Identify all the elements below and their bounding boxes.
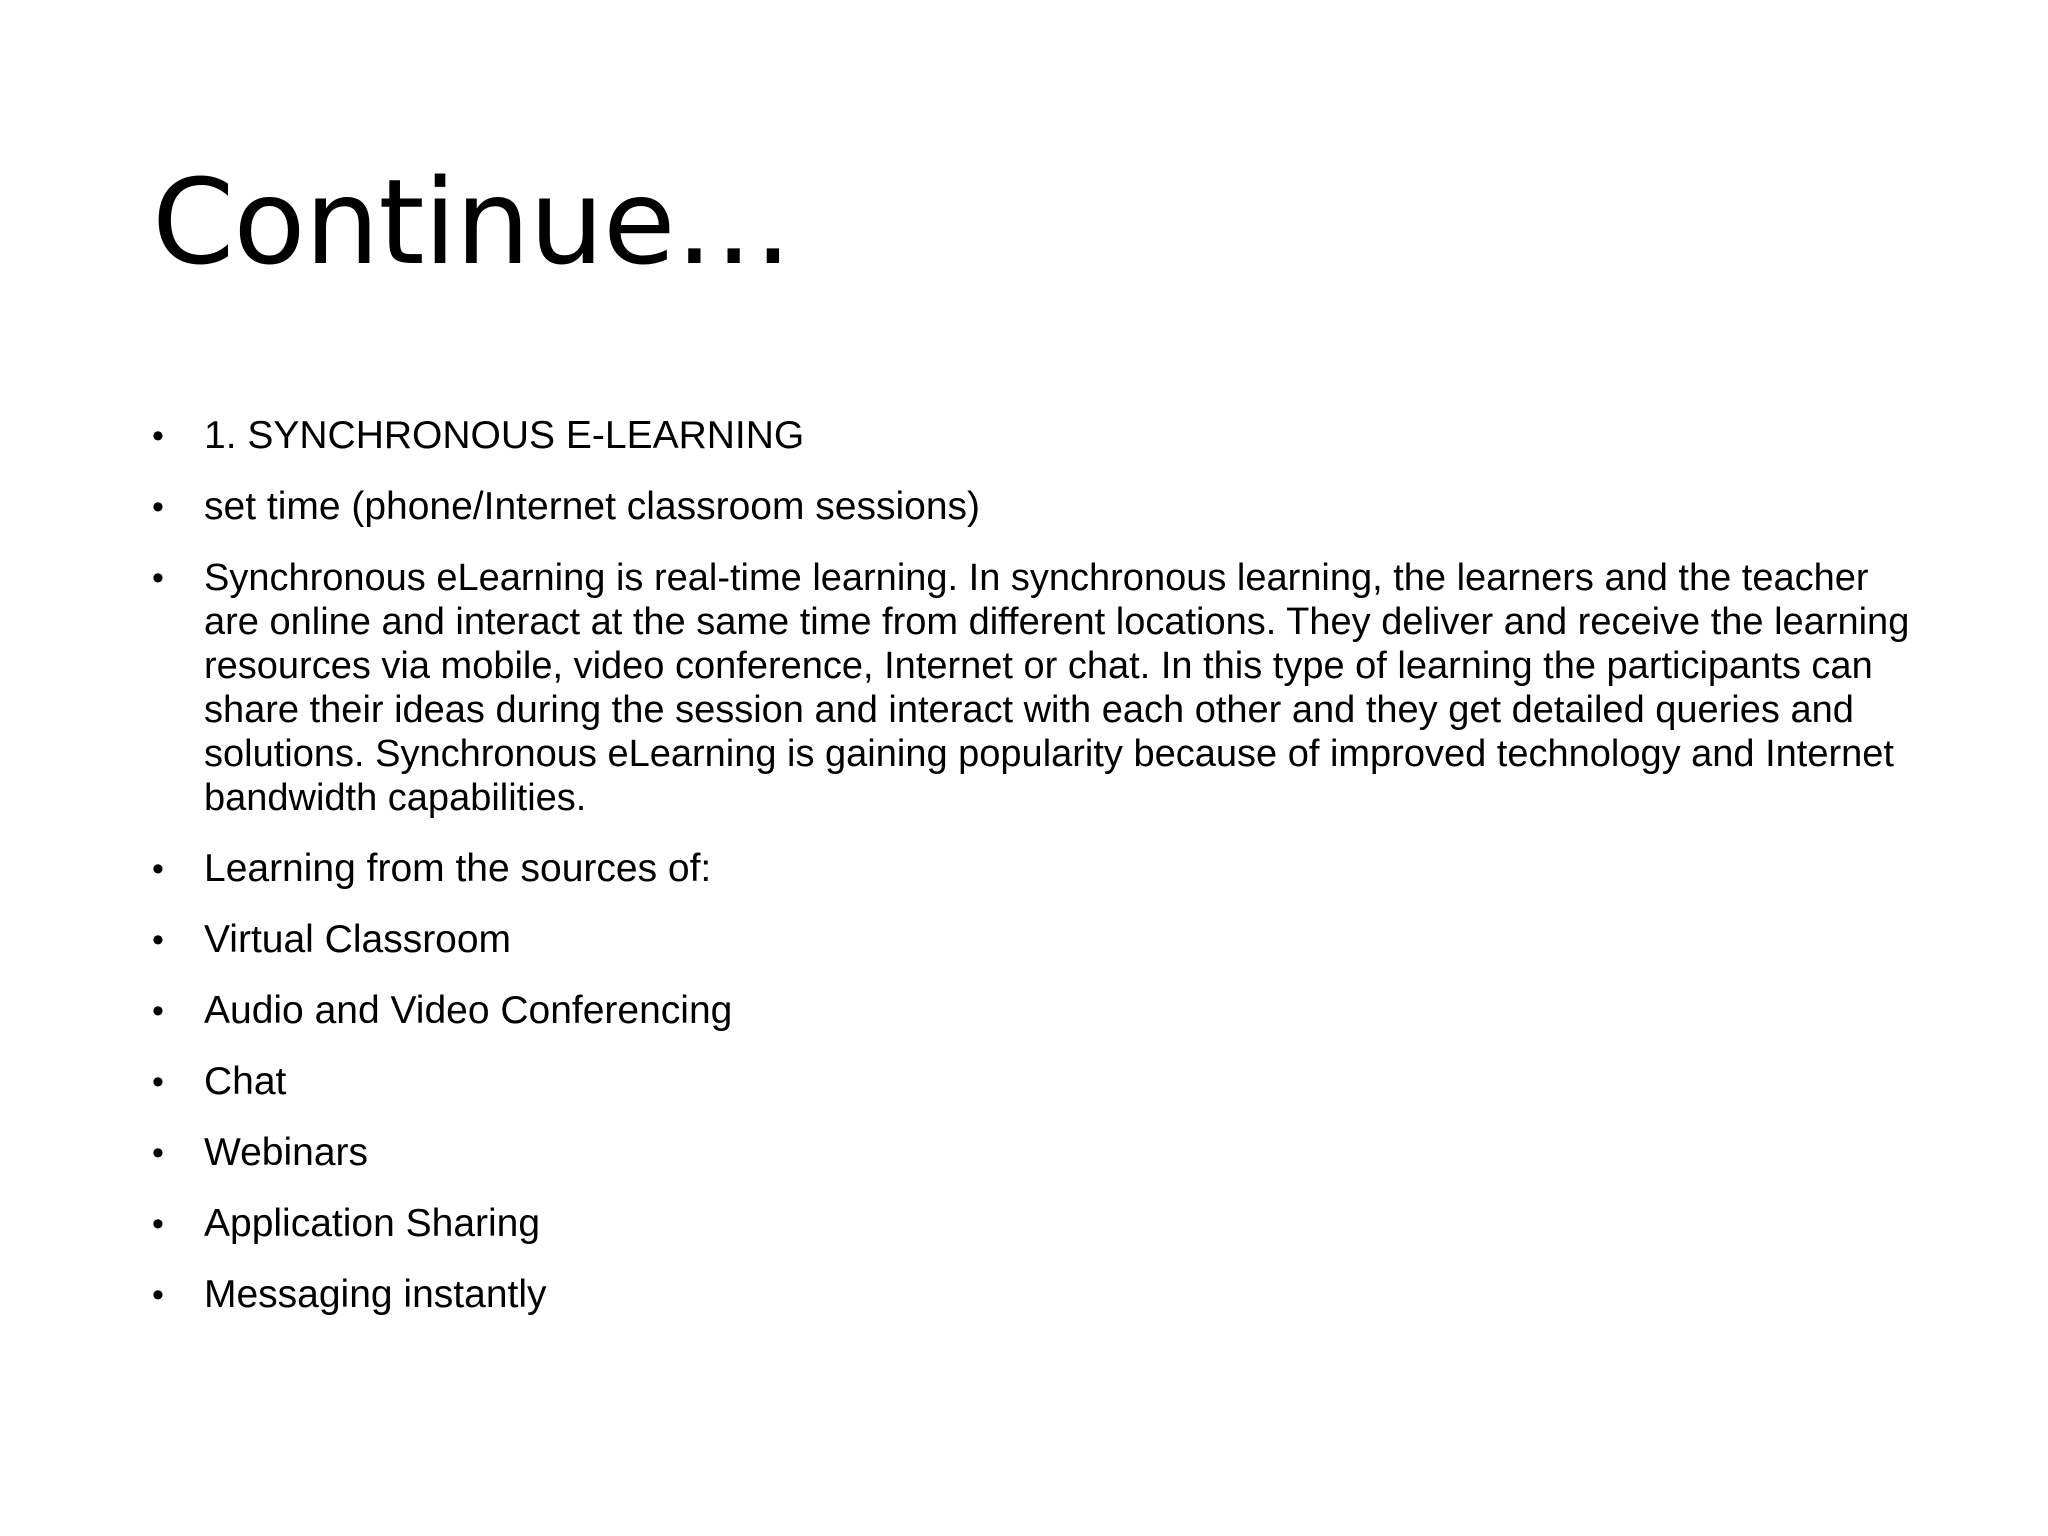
bullet-text: Synchronous eLearning is real-time learning. In synchronous learning, the learners and the teacher are online and interact at the same time from different locations. They deliver and receive the learning resources via mobile, video conference, Internet or chat. In this type of learning the participants can share their ideas during the session and interact with each other and they get detailed queries and solutions. Synchronous eLearning is gaining popularity because of improved technology and Internet bandwidth capabilities.	[204, 557, 1910, 819]
bullet-text: Audio and Video Conferencing	[204, 989, 733, 1032]
bullet-icon: •	[152, 417, 164, 455]
bullet-item	[152, 1060, 1922, 1104]
bullet-icon: •	[152, 992, 164, 1030]
slide-title: Continue…	[152, 153, 792, 291]
bullet-text: Application Sharing	[204, 1202, 541, 1245]
bullet-item	[152, 485, 1922, 529]
bullet-icon: •	[152, 1134, 164, 1172]
bullet-item	[152, 414, 1922, 458]
bullet-list	[152, 414, 1922, 1344]
bullet-item	[152, 847, 1922, 891]
bullet-icon: •	[152, 850, 164, 888]
bullet-text: Learning from the sources of:	[204, 847, 712, 890]
bullet-text: Webinars	[204, 1131, 369, 1174]
bullet-item	[152, 556, 1922, 820]
bullet-item	[152, 918, 1922, 962]
bullet-icon: •	[152, 559, 164, 597]
bullet-icon: •	[152, 1276, 164, 1314]
bullet-item	[152, 1131, 1922, 1175]
bullet-icon: •	[152, 1205, 164, 1243]
bullet-item	[152, 1273, 1922, 1317]
bullet-icon: •	[152, 921, 164, 959]
bullet-item	[152, 989, 1922, 1033]
bullet-icon: •	[152, 1063, 164, 1101]
bullet-text: Chat	[204, 1060, 287, 1103]
bullet-icon: •	[152, 488, 164, 526]
bullet-item	[152, 1202, 1922, 1246]
bullet-text: Messaging instantly	[204, 1273, 547, 1316]
bullet-text: set time (phone/Internet classroom sessions)	[204, 485, 981, 528]
bullet-text: 1. SYNCHRONOUS E-LEARNING	[204, 414, 805, 457]
bullet-text: Virtual Classroom	[204, 918, 512, 961]
